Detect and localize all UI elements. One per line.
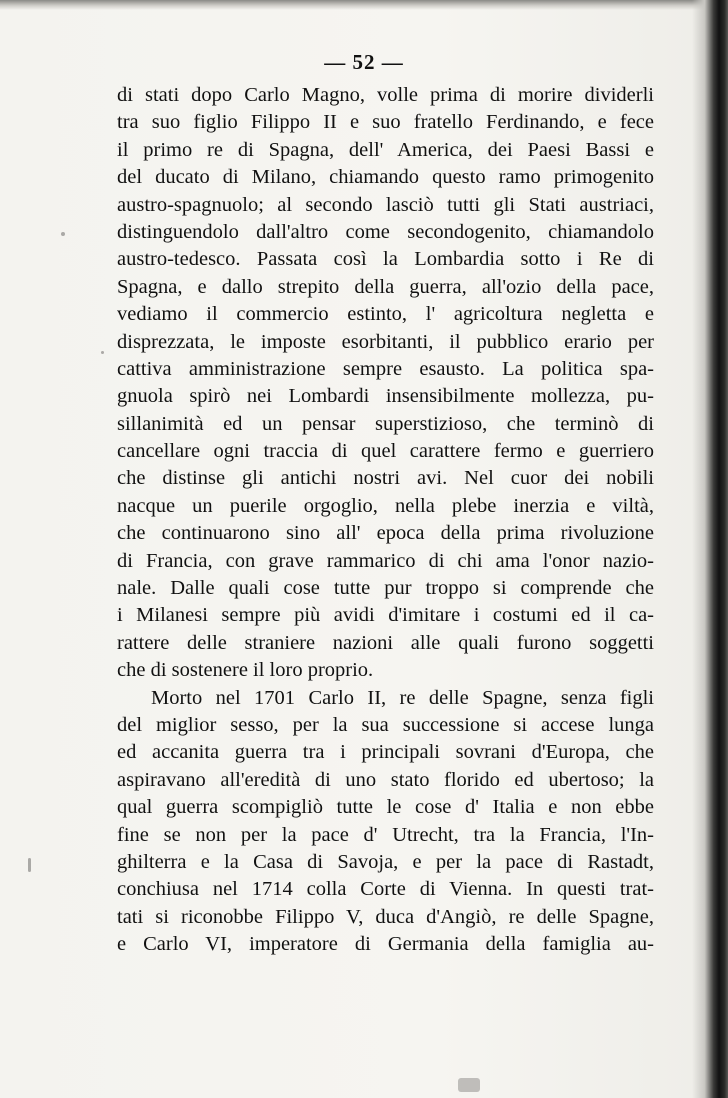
text-line: di stati dopo Carlo Magno, volle prima di morire dividerli <box>117 84 654 106</box>
ink-smudge <box>28 858 31 872</box>
text-line: disprezzata, le imposte esorbitanti, il pubblico erario per <box>117 330 654 353</box>
text-line: fine se non per la pace d' Utrecht, tra la Francia, l'In- <box>117 823 654 846</box>
text-line: che di sostenere il loro proprio. <box>117 659 374 682</box>
ink-smudge <box>61 232 65 236</box>
text-line: Morto nel 1701 Carlo II, re delle Spagne, senza figli <box>151 686 654 709</box>
text-line: Spagna, e dallo strepito della guerra, all'ozio della pace, <box>117 275 654 298</box>
text-line: il primo re di Spagna, dell' America, dei Paesi Bassi e <box>117 138 654 161</box>
text-line: del miglior sesso, per la sua successione si accese lunga <box>117 713 654 736</box>
paragraph-1 <box>117 82 654 685</box>
page-number: — 52 — <box>324 50 404 74</box>
text-line: i Milanesi sempre più avidi d'imitare i costumi ed il ca- <box>117 604 654 627</box>
text-line: che distinse gli antichi nostri avi. Nel cuor dei nobili <box>117 467 654 490</box>
paragraph-2 <box>117 685 654 959</box>
text-line: che continuarono sino all' epoca della prima rivoluzione <box>117 522 654 545</box>
text-line: di Francia, con grave rammarico di chi ama l'onor nazio- <box>117 549 654 572</box>
text-line: distinguendolo dall'altro come secondogenito, chiamandolo <box>117 220 654 243</box>
text-line: conchiusa nel 1714 colla Corte di Vienna. In questi trat- <box>117 878 654 901</box>
text-line: e Carlo VI, imperatore di Germania della famiglia au- <box>117 933 654 956</box>
ink-smudge <box>101 351 104 354</box>
text-line: cancellare ogni traccia di quel carattere fermo e guerriero <box>117 440 654 463</box>
text-line: vediamo il commercio estinto, l' agricoltura negletta e <box>117 303 654 326</box>
text-line: gnuola spirò nei Lombardi insensibilmente mollezza, pu- <box>117 385 654 408</box>
text-line: del ducato di Milano, chiamando questo ramo primogenito <box>117 166 654 189</box>
text-line: sillanimità ed un pensar superstizioso, che terminò di <box>117 412 654 435</box>
text-line: aspiravano all'eredità di uno stato florido ed ubertoso; la <box>117 768 654 791</box>
text-line: austro-spagnuolo; al secondo lasciò tutti gli Stati austriaci, <box>117 193 654 216</box>
text-line: tati si riconobbe Filippo V, duca d'Angiò, re delle Spagne, <box>117 905 654 928</box>
text-line: ghilterra e la Casa di Savoja, e per la pace di Rastadt, <box>117 850 654 873</box>
text-line: tra suo figlio Filippo II e suo fratello Ferdinando, e fece <box>117 111 654 134</box>
text-line: rattere delle straniere nazioni alle quali furono soggetti <box>117 631 654 654</box>
book-spine-edge <box>692 0 728 1098</box>
page-top-shadow <box>0 0 728 10</box>
text-line: ed accanita guerra tra i principali sovrani d'Europa, che <box>117 741 654 764</box>
ink-smudge <box>458 1078 480 1092</box>
text-line: cattiva amministrazione sempre esausto. La politica spa- <box>117 357 654 380</box>
body-text <box>117 82 654 959</box>
text-line: nale. Dalle quali cose tutte pur troppo si comprende che <box>117 577 654 600</box>
text-line: qual guerra scompigliò tutte le cose d' Italia e non ebbe <box>117 796 654 819</box>
text-line: austro-tedesco. Passata così la Lombardia sotto i Re di <box>117 248 654 271</box>
text-line: nacque un puerile orgoglio, nella plebe inerzia e viltà, <box>117 494 654 517</box>
